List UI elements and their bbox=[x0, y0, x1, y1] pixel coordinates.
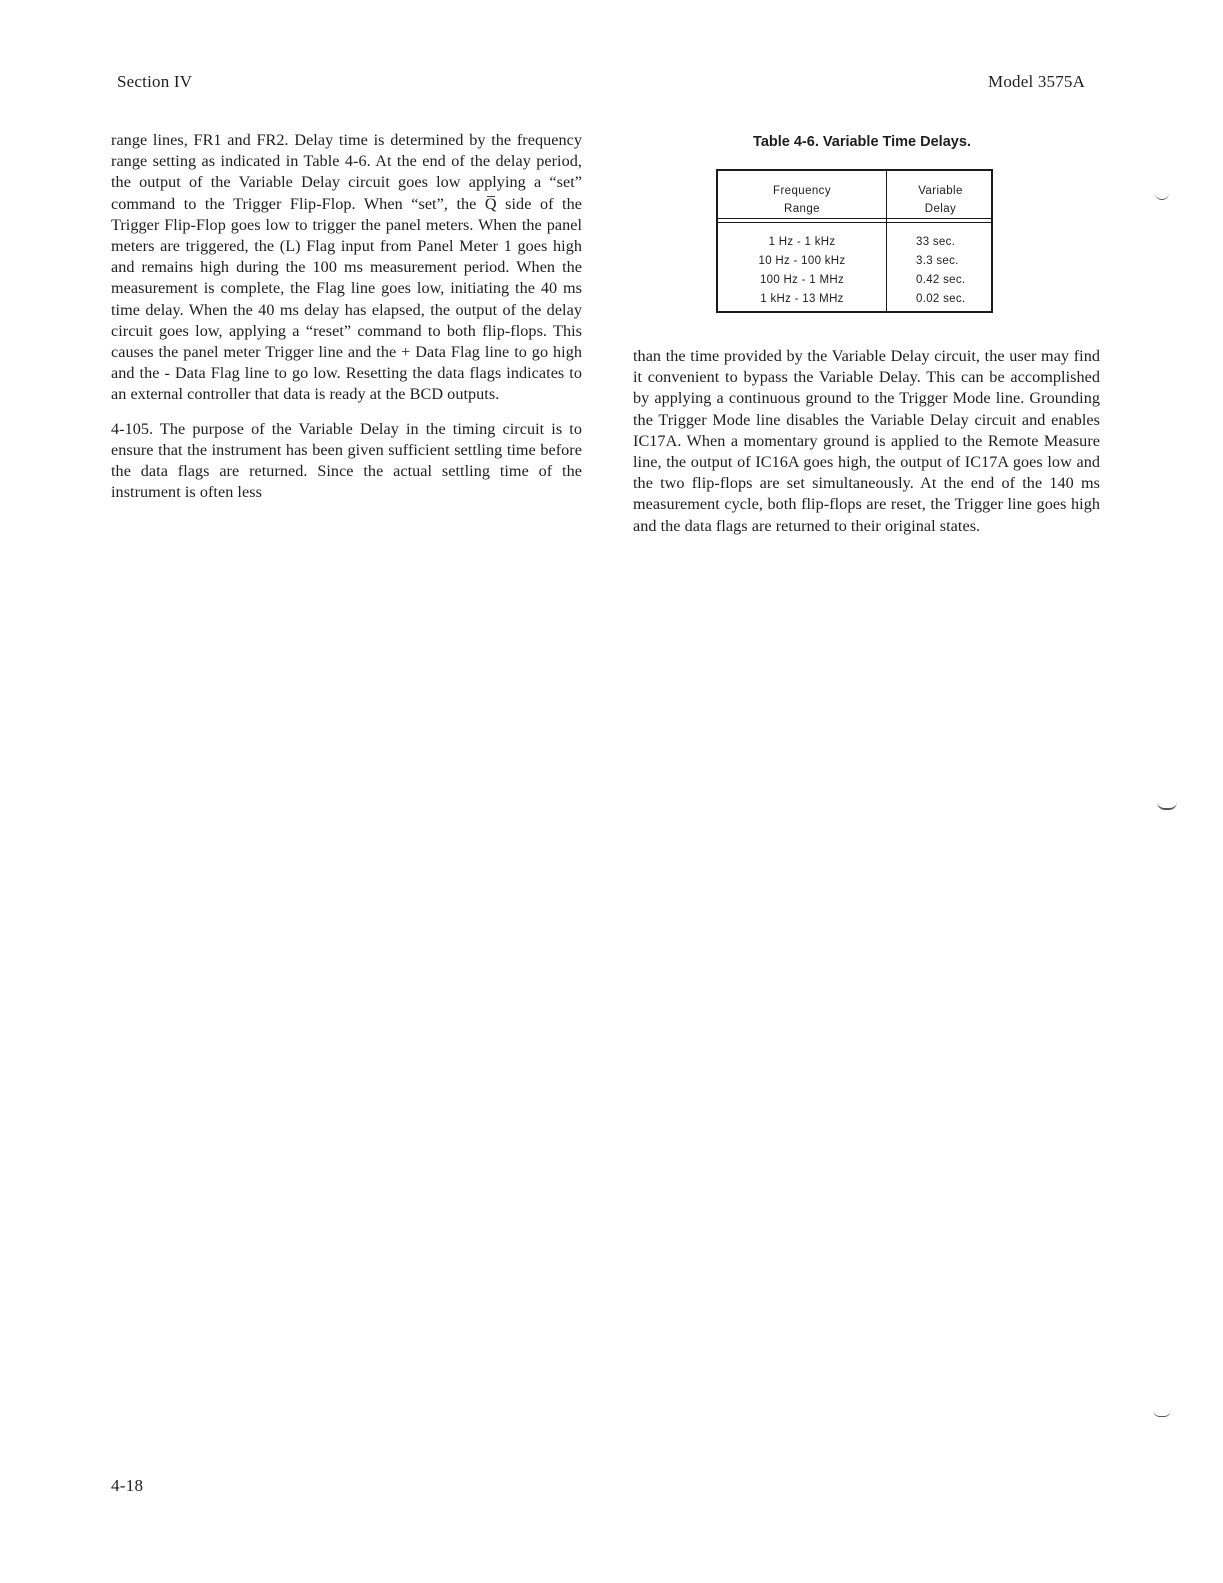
paragraph-range-lines: range lines, FR1 and FR2. Delay time is determined by the frequency range setting as indicated in Table 4-6. At the end of the delay period, the output of the Variable Delay circuit goes low applying a “set” command to the Trigger Flip-Flop. When “set”, the Q̅ side of the Trigger Flip-Flop goes low to trigger the panel meters. When the panel meters are triggered, the (L) Flag input from Panel Meter 1 goes high and remains high during the 100 ms measurement period. When the measurement is complete, the Flag line goes low, initiating the 40 ms time delay. When the 40 ms delay has elapsed, the output of the delay circuit goes low, applying a “reset” command to both flip-flops. This causes the panel meter Trigger line and the + Data Flag line to go high and the - Data Flag line to go low. Resetting the data flags indicates to an external controller that data is ready at the BCD outputs. bbox=[111, 131, 582, 404]
section-header: Section IV bbox=[117, 72, 193, 91]
table-body bbox=[718, 233, 991, 309]
cell-frequency-range: 1 kHz - 13 MHz bbox=[760, 293, 844, 305]
table-header-rule-double bbox=[718, 222, 991, 223]
cell-variable-delay: 33 sec. bbox=[916, 236, 956, 248]
table-row bbox=[718, 271, 991, 290]
variable-time-delays-table bbox=[716, 169, 993, 313]
table-header-rule bbox=[718, 218, 991, 219]
paragraph-4-105: 4-105. The purpose of the Variable Delay in the timing circuit is to ensure that the instrument has been given sufficient settling time before the data flags are returned. Since the actual settling time of the instrument is often less bbox=[111, 419, 582, 502]
page-number: 4-18 bbox=[111, 1476, 144, 1495]
paragraph-bypass-variable-delay: than the time provided by the Variable Delay circuit, the user may find it convenient to bypass the Variable Delay. This can be accomplished by applying a continuous ground to the Trigger Mode line. Grounding the Trigger Mode line disables the Variable Delay circuit and enables IC17A. When a momentary ground is applied to the Remote Measure line, the output of IC16A goes high, the output of IC17A goes low and the two flip-flops are set simultaneously. At the end of the 140 ms measurement cycle, both flip-flops are reset, the Trigger line goes high and the data flags are returned to their original states. bbox=[633, 347, 1100, 535]
cell-frequency-range: 100 Hz - 1 MHz bbox=[759, 274, 845, 286]
binder-hole-mark bbox=[1155, 193, 1169, 200]
cell-frequency-range: 1 Hz - 1 kHz bbox=[768, 236, 836, 248]
cell-variable-delay: 0.02 sec. bbox=[916, 293, 966, 305]
right-column bbox=[633, 346, 1100, 537]
model-header: Model 3575A bbox=[988, 72, 1086, 91]
binder-hole-mark bbox=[1157, 802, 1177, 810]
binder-hole-mark bbox=[1153, 1410, 1171, 1417]
left-column bbox=[111, 130, 582, 503]
table-row bbox=[718, 233, 991, 252]
table-row bbox=[718, 290, 991, 309]
cell-frequency-range: 10 Hz - 100 kHz bbox=[758, 255, 846, 267]
cell-variable-delay: 3.3 sec. bbox=[916, 255, 959, 267]
header-frequency-range: Frequency Range bbox=[773, 185, 831, 215]
cell-variable-delay: 0.42 sec. bbox=[916, 274, 966, 286]
header-variable-delay: Variable Delay bbox=[918, 185, 963, 215]
table-row bbox=[718, 252, 991, 271]
table-title: Table 4-6. Variable Time Delays. bbox=[753, 134, 971, 150]
